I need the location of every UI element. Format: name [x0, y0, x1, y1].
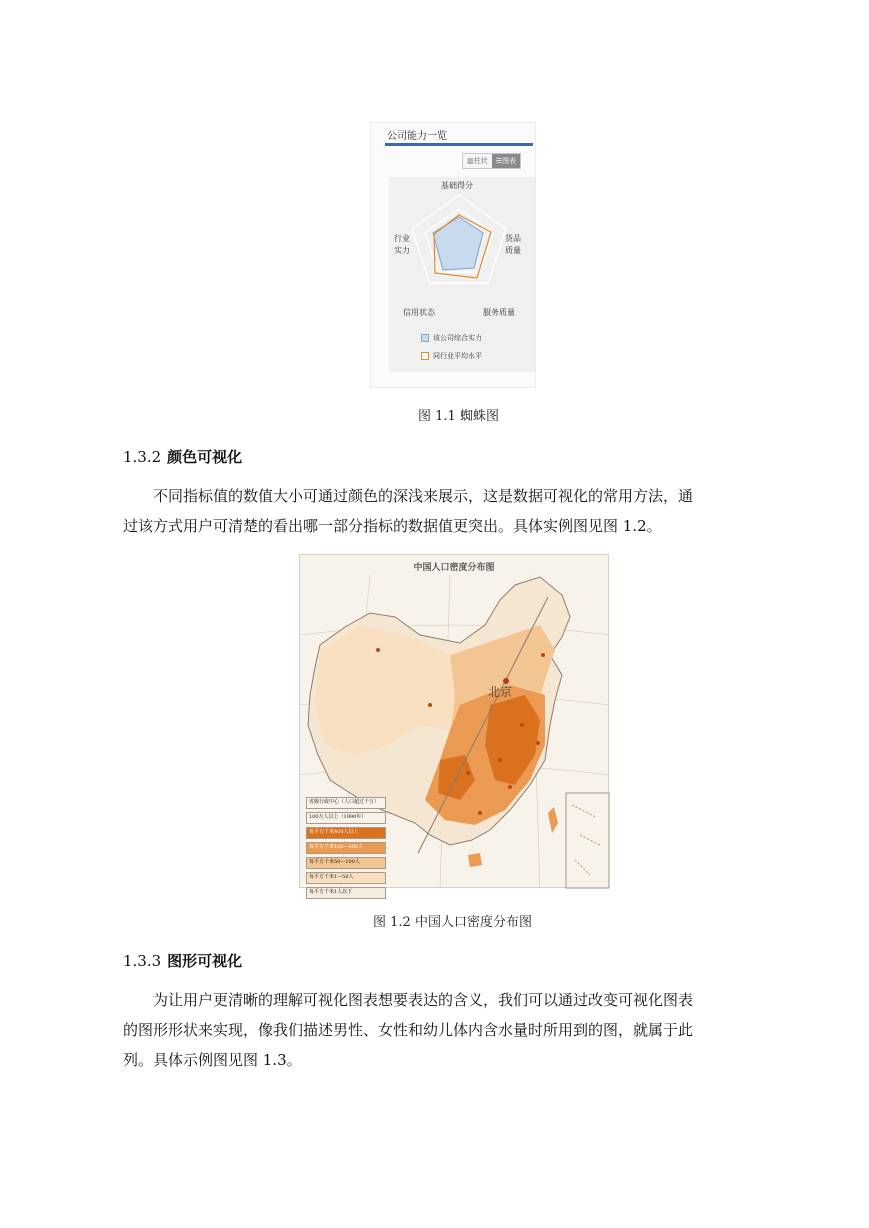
paragraph-line: 的图形形状来实现，像我们描述男性、女性和幼儿体内含水量时所用到的图，就属于此: [123, 1021, 694, 1039]
widget-title: 公司能力一览: [387, 131, 447, 142]
section-number: 1.3.2: [123, 448, 162, 466]
axis-label-credit-status: 信用状态: [403, 308, 435, 317]
city-label-beijing: 北京: [488, 685, 513, 699]
paragraph-line: 过该方式用户可清楚的看出哪一部分指标的数据值更突出。具体实例图见图 1.2。: [123, 517, 662, 535]
section-heading-1-3-3: [123, 950, 242, 971]
bar-chart-icon: ▥: [467, 157, 474, 165]
taiwan-island: [548, 807, 558, 833]
hainan-island: [468, 853, 482, 867]
population-density-map: [299, 554, 609, 895]
paragraph-line: 不同指标值的数值大小可通过颜色的深浅来展示，这是数据可视化的常用方法，通: [153, 487, 694, 505]
legend-company: 该公司综合实力: [421, 333, 482, 343]
axis-label-goods-quality: 货品质量: [505, 234, 521, 255]
section-title: 颜色可视化: [167, 448, 243, 466]
title-rule: [385, 143, 533, 146]
legend-item: 100万人以上（1990年）: [306, 812, 386, 824]
legend-item: 每平方千米100—400人: [306, 842, 386, 854]
figure-1-2-caption: 图 1.2 中国人口密度分布图: [373, 915, 532, 930]
toggle-chart-view[interactable]: ☰图表: [492, 154, 520, 168]
legend-item: 每平方千米1人以下: [306, 887, 386, 899]
axis-label-service-quality: 服务质量: [483, 308, 515, 317]
list-icon: ☰: [495, 157, 502, 165]
legend-industry: 同行业平均水平: [421, 351, 482, 361]
legend-item: 每平方千米400人以上: [306, 827, 386, 839]
south-china-sea-inset: [566, 793, 609, 888]
view-toggle[interactable]: [462, 153, 521, 169]
company-ability-widget: [370, 122, 536, 388]
radar-panel: [389, 177, 535, 372]
map-title: 中国人口密度分布图: [413, 563, 495, 573]
toggle-bar-view[interactable]: ▥柱状: [463, 154, 492, 168]
company-strength-polygon: [433, 217, 483, 270]
section-1-3-2-paragraph: [123, 481, 763, 541]
section-number: 1.3.3: [123, 952, 162, 970]
axis-label-industry-strength: 行业实力: [394, 234, 410, 255]
section-heading-1-3-2: [123, 446, 242, 467]
figure-1-1-caption: 图 1.1 蜘蛛图: [418, 409, 499, 424]
axis-label-base-score: 基础得分: [441, 181, 473, 190]
section-title: 图形可视化: [167, 952, 243, 970]
section-1-3-3-paragraph: [123, 985, 763, 1075]
legend-item: 每平方千米50—100人: [306, 857, 386, 869]
legend-item: 每平方千米1—50人: [306, 872, 386, 884]
legend-item: 省级行政中心（人口超过千万）: [306, 797, 386, 809]
legend-swatch-company: [421, 334, 429, 342]
map-legend: [306, 797, 386, 902]
legend-swatch-industry: [421, 352, 429, 360]
paragraph-line: 列。具体示例图见图 1.3。: [123, 1051, 302, 1069]
paragraph-line: 为让用户更清晰的理解可视化图表想要表达的含义，我们可以通过改变可视化图表: [153, 991, 694, 1009]
